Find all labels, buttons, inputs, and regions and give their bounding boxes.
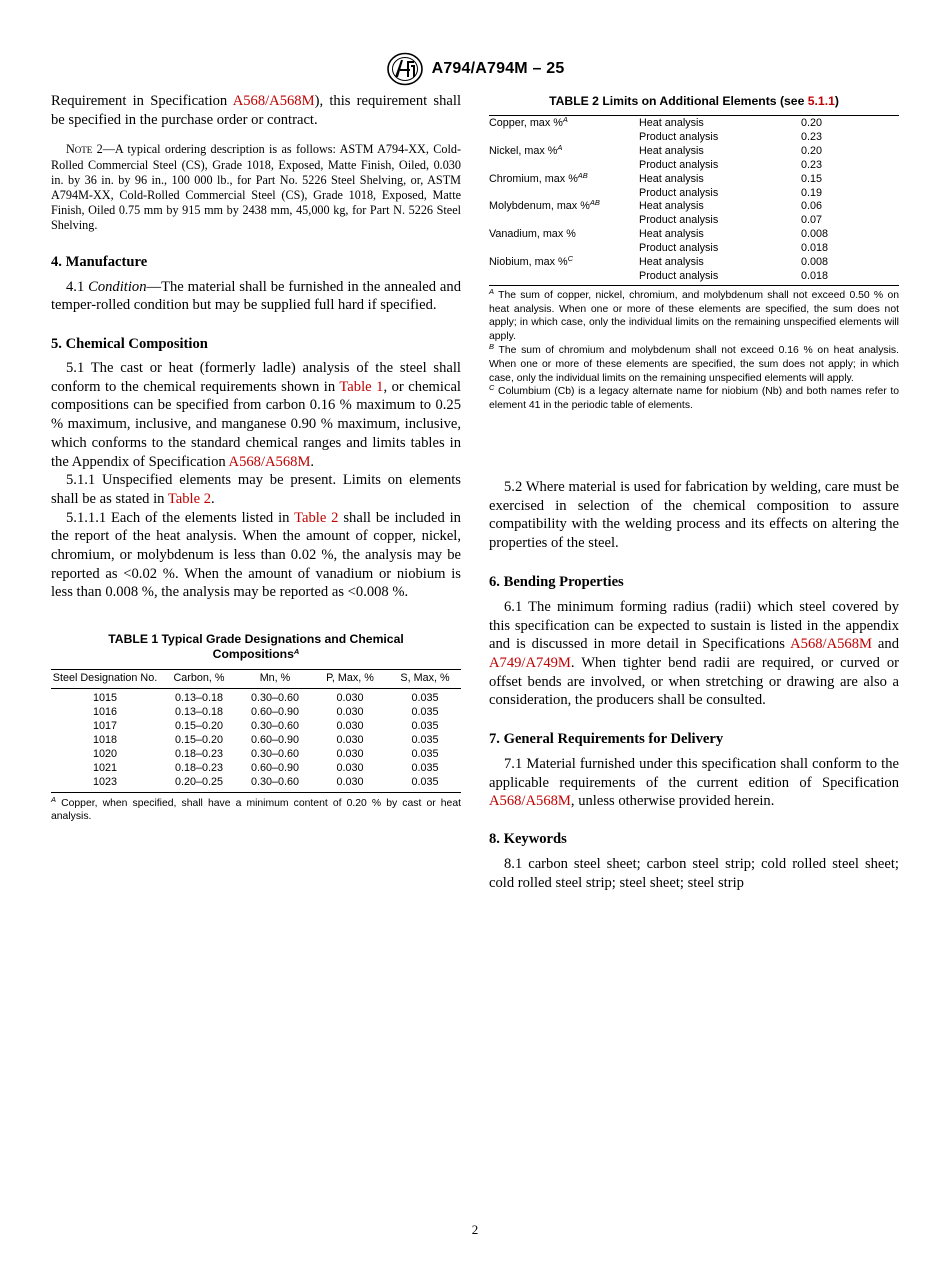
value-cell: 0.20 [801,117,823,129]
col-header: Mn, % [239,670,311,689]
table-cell: 0.030 [336,706,364,719]
section-8-1: 8.1 carbon steel sheet; carbon steel strip; cold rolled steel sheet; cold rolled steel strip; steel sheet; steel strip [489,856,899,891]
link-a568[interactable]: A568/A568M [228,453,311,470]
table-row [489,200,899,214]
table-row [51,734,461,748]
table-cell: 1023 [51,776,159,792]
value-cell: 0.018 [801,270,899,285]
table-cell: 1016 [92,706,118,719]
table-cell: 0.60–0.90 [250,761,300,774]
table-cell: 0.30–0.60 [250,719,300,732]
table-cell: 0.030 [336,719,364,732]
right-column [489,478,899,893]
table-cell: 1017 [92,719,118,732]
table-cell: 0.030 [311,776,389,792]
table-row [51,689,461,706]
table-2 [489,94,899,413]
element-cell [489,131,639,145]
table-row [51,762,461,776]
table-cell: 0.035 [411,761,439,774]
link-table-2[interactable]: Table 2 [294,509,339,526]
value-cell: 0.15 [801,172,823,185]
table-cell: 0.030 [336,761,364,774]
section-7-1: 7.1 Material furnished under this specification shall conform to the applicable requirements of the current edition of Specification A568/A568M, unless otherwise provided herein. [489,756,899,810]
table-cell: 0.035 [411,719,439,732]
table-row [51,776,461,792]
table-2-title: TABLE 2 Limits on Additional Elements (see 5.1.1) [549,94,839,108]
table-cell: 0.030 [336,692,364,705]
link-5-1-1[interactable]: 5.1.1 [807,94,835,108]
table-row [489,270,899,285]
table-cell: 0.15–0.20 [174,733,224,746]
table-row [489,145,899,159]
page-number: 2 [471,1222,479,1237]
analysis-cell: Product analysis [639,214,719,227]
analysis-cell: Heat analysis [639,144,704,157]
table-row [51,748,461,762]
table-cell: 0.035 [411,692,439,705]
table-2-footnote: $^B$ The sum of chromium and molybdenum shall not exceed 0.16 % on heat analysis. When one or more of these elements are specified, the sum does not apply; in which case, only the individual limits on the remaining unspecified elements will apply. [489,342,899,384]
table-cell: 1018 [92,733,118,746]
table-cell: 0.035 [411,747,439,760]
table-row [489,256,899,270]
table-cell: 0.035 [389,776,461,792]
link-table-2[interactable]: Table 2 [167,490,212,507]
continued-paragraph: Requirement in Specification A568/A568M), this requirement shall be specified in the purchase order or contract. [51,93,461,128]
analysis-cell: Heat analysis [639,256,704,269]
table-cell: 0.20–0.25 [159,776,239,792]
link-a568[interactable]: A568/A568M [790,636,872,653]
table-row [489,116,899,131]
section-6-1: 6.1 The minimum forming radius (radii) which steel covered by this specification can be expected to sustain is listed in the appendix and is discussed in more detail in Specifications A568/A568M and A749/A749M. When tighter bend radii are required, or curved or offset bends are involved, or when stretching or drawing are also a consideration, the producers shall be consulted. [489,598,899,709]
table-cell: 1015 [92,692,118,705]
link-a749[interactable]: A749/A749M [489,654,571,671]
left-column [51,92,461,824]
section-7-heading: 7. General Requirements for Delivery [489,731,724,748]
value-cell: 0.23 [801,130,823,143]
element-cell [489,159,639,173]
table-cell: 0.60–0.90 [250,733,300,746]
table-cell: 0.13–0.18 [174,692,224,705]
table-row [489,242,899,256]
table-cell: 0.60–0.90 [250,706,300,719]
table-2-footnote: $^A$ The sum of copper, nickel, chromium, and molybdenum shall not exceed 0.50 % on heat analysis. When one or more of these elements are specified, the sum does not apply; in which case, only the individual limits on the remaining unspecified elements will apply. [489,286,899,343]
value-cell: 0.23 [801,158,823,171]
table-row [489,228,899,242]
page-header [0,52,950,86]
analysis-cell: Product analysis [639,270,801,285]
section-4-1: 4.1 Condition—The material shall be furnished in the annealed and temper-rolled condition but may be supplied full hard if specified. [51,278,462,314]
section-5-1-1: 5.1.1 Unspecified elements may be present. Limits on elements shall be as stated in Table 2. [51,472,461,507]
table-2-footnote: $^C$ Columbium (Cb) is a legacy alternate name for niobium (Nb) and both names refer to element 41 in the periodic table of elements. [489,383,899,412]
section-5-1: 5.1 The cast or heat (formerly ladle) analysis of the steel shall conform to the chemical requirements shown in Table 1, or chemical compositions can be specified from carbon 0.16 % maximum to 0.25 % maximum, inclusive, and manganese 0.90 % maximum, inclusive, which conforms to the standard chemical ranges and limits tables in the Appendix of Specification A568/A568M. [51,360,461,470]
analysis-cell: Product analysis [639,158,719,171]
table-row [489,131,899,145]
table-row [51,706,461,720]
element-cell: Copper, max %$^A$ [489,115,568,129]
table-cell: 0.13–0.18 [174,706,224,719]
element-cell [489,270,639,285]
table-cell: 0.030 [336,747,364,760]
col-header: Carbon, % [159,670,239,689]
table-cell: 0.15–0.20 [174,719,224,732]
table-1-grid [51,669,461,792]
col-header: Steel Designation No. [51,670,159,689]
element-cell [489,214,639,228]
table-cell: 0.18–0.23 [174,761,224,774]
analysis-cell: Product analysis [639,242,719,255]
section-8-heading: 8. Keywords [489,831,567,848]
table-cell: 1020 [92,747,118,760]
element-cell [489,187,639,201]
table-cell: 0.035 [411,706,439,719]
section-5-1-1-1: 5.1.1.1 Each of the elements listed in Table 2 shall be included in the report of the heat analysis. When the amount of copper, nickel, chromium, or molybdenum is less than 0.02 %, the analysis may be reported as <0.02 %. When the amount of vanadium or niobium is less than 0.008 %, the analysis may be reported as <0.008 %. [51,509,461,601]
element-cell: Vanadium, max % [489,228,576,241]
table-header-row [51,670,461,689]
element-cell: Chromium, max %$^{AB}$ [489,170,588,185]
table-row [489,214,899,228]
col-header: S, Max, % [389,670,461,689]
value-cell: 0.008 [801,228,829,241]
col-header: P, Max, % [311,670,389,689]
table-1-title: TABLE 1 Typical Grade Designations and Chemical Compositions$^A$ [108,632,404,662]
value-cell: 0.008 [801,256,829,269]
table-1-footnote: $^A$ Copper, when specified, shall have a minimum content of 0.20 % by cast or heat analysis. [51,794,461,823]
element-cell: Molybdenum, max %$^{AB}$ [489,198,600,213]
table-cell: 1021 [92,761,118,774]
section-5-heading: 5. Chemical Composition [51,336,208,353]
table-cell: 0.18–0.23 [174,747,224,760]
note-2: Note 2—A typical ordering description is as follows: ASTM A794-XX, Cold-Rolled Commercial Steel (CS), Grade 1018, Exposed, Matte Finish, Oiled, 0.030 in. by 36 in. by 96 in., 100 000 lb., for Part No. 5226 Steel Shelving, or, ASTM A794M-XX, Cold-Rolled Commercial Steel (CS), Grade 1018, Exposed, Matte Finish, Oiled 0.75 mm by 915 mm by 2438 mm, 45,000 kg, for Part N. 5226 Steel Shelving. [51,142,461,233]
link-table-1[interactable]: Table 1 [339,378,384,395]
element-cell: Niobium, max %$^C$ [489,254,574,269]
analysis-cell: Heat analysis [639,172,704,185]
table-row [489,159,899,173]
designation: A794/A794M – 25 [431,60,565,77]
table-cell: 0.035 [411,733,439,746]
analysis-cell: Heat analysis [639,200,704,213]
table-1 [51,632,461,824]
section-6-heading: 6. Bending Properties [489,573,624,590]
element-cell [489,242,639,256]
table-row [489,187,899,201]
table-row [51,720,461,734]
section-5-2: 5.2 Where material is used for fabrication by welding, care must be exercised in selection of the chemical composition to assure compatibility with the welding process and its effects on altering the properties of the steel. [489,479,899,552]
analysis-cell: Heat analysis [639,117,704,129]
value-cell: 0.018 [801,242,829,255]
table-cell: 0.30–0.60 [250,747,300,760]
value-cell: 0.07 [801,214,823,227]
analysis-cell: Heat analysis [639,228,704,241]
analysis-cell: Product analysis [639,186,719,199]
value-cell: 0.20 [801,144,823,157]
table-row [489,173,899,187]
astm-logo-icon [386,52,424,86]
table-2-grid [489,115,899,286]
element-cell: Nickel, max %$^A$ [489,142,563,157]
analysis-cell: Product analysis [639,130,719,143]
table-cell: 0.030 [336,733,364,746]
value-cell: 0.06 [801,200,823,213]
table-cell: 0.30–0.60 [250,692,300,705]
link-a568[interactable]: A568/A568M [232,93,315,109]
section-4-heading: 4. Manufacture [51,253,148,270]
table-cell: 0.30–0.60 [239,776,311,792]
table-2-footnotes [489,286,899,413]
link-a568[interactable]: A568/A568M [489,793,571,810]
value-cell: 0.19 [801,186,823,199]
